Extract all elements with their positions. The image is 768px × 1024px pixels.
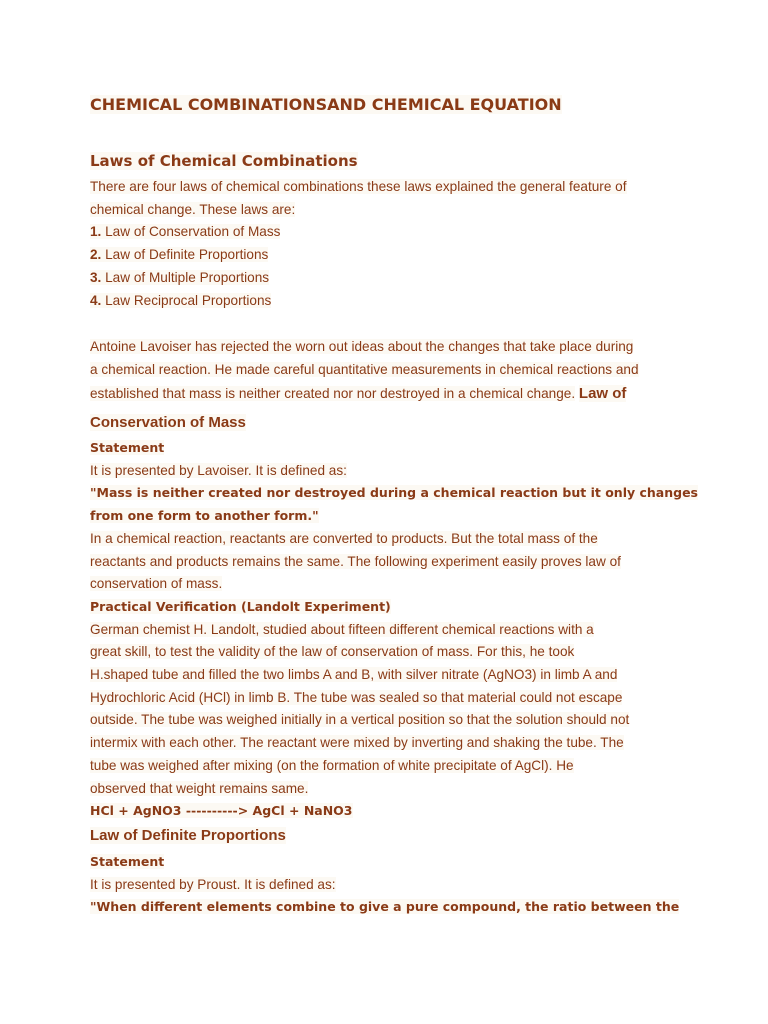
list-number: 2. bbox=[90, 247, 102, 263]
list-text: Law of Conservation of Mass bbox=[105, 224, 281, 240]
list-number: 3. bbox=[90, 269, 102, 285]
landolt-line: German chemist H. Landolt, studied about fifteen different chemical reactions with a bbox=[90, 621, 594, 637]
statement-label: Statement bbox=[90, 853, 165, 869]
landolt-line: outside. The tube was weighed initially in a vertical position so that the solution should not bbox=[90, 712, 630, 728]
list-text: Law of Definite Proportions bbox=[105, 247, 269, 263]
laws-list bbox=[90, 221, 690, 312]
conservation-heading-part-2: Conservation of Mass bbox=[90, 414, 246, 432]
laws-heading: Laws of Chemical Combinations bbox=[90, 152, 358, 170]
lavoisier-line-2: a chemical reaction. He made careful quantitative measurements in chemical reactions and bbox=[90, 361, 639, 377]
list-item bbox=[90, 221, 690, 244]
definite-quote-line-1: "When different elements combine to give a pure compound, the ratio between the bbox=[90, 899, 680, 915]
conservation-quote-line-1: "Mass is neither created nor destroyed during a chemical reaction but it only changes bbox=[90, 485, 698, 501]
landolt-line: H.shaped tube and filled the two limbs A and B, with silver nitrate (AgNO3) in limb A and bbox=[90, 667, 618, 683]
lavoisier-line-3: established that mass is neither created nor nor destroyed in a chemical change. bbox=[90, 386, 576, 402]
list-item bbox=[90, 290, 690, 313]
reaction-line-3: conservation of mass. bbox=[90, 576, 223, 592]
practical-heading: Practical Verification (Landolt Experiment) bbox=[90, 598, 391, 614]
landolt-line: great skill, to test the validity of the law of conservation of mass. For this, he took bbox=[90, 644, 575, 660]
lavoisier-line-1: Antoine Lavoiser has rejected the worn out ideas about the changes that take place during bbox=[90, 339, 634, 354]
presented-lavoiser: It is presented by Lavoiser. It is defined as: bbox=[90, 462, 347, 478]
definite-heading: Law of Definite Proportions bbox=[90, 826, 286, 844]
landolt-line: observed that weight remains same. bbox=[90, 780, 309, 796]
statement-label: Statement bbox=[90, 440, 165, 455]
document-title: CHEMICAL COMBINATIONSAND CHEMICAL EQUATION bbox=[90, 95, 562, 114]
landolt-line: Hydrochloric Acid (HCl) in limb B. The tube was sealed so that material could not escape bbox=[90, 689, 623, 705]
presented-proust: It is presented by Proust. It is defined as: bbox=[90, 876, 336, 892]
reaction-line-2: reactants and products remains the same. The following experiment easily proves law of bbox=[90, 553, 621, 569]
conservation-quote-line-2: from one form to another form." bbox=[90, 508, 319, 524]
list-text: Law of Multiple Proportions bbox=[105, 269, 270, 285]
landolt-line: intermix with each other. The reactant were mixed by inverting and shaking the tube. The bbox=[90, 735, 624, 751]
reaction-line-1: In a chemical reaction, reactants are converted to products. But the total mass of the bbox=[90, 530, 598, 546]
list-item bbox=[90, 267, 690, 290]
conservation-heading-part-1: Law of bbox=[578, 385, 627, 403]
landolt-line: tube was weighed after mixing (on the formation of white precipitate of AgCl). He bbox=[90, 757, 574, 773]
list-item bbox=[90, 244, 690, 267]
intro-line-1: There are four laws of chemical combinations these laws explained the general feature of bbox=[90, 179, 627, 194]
list-number: 1. bbox=[90, 224, 102, 240]
list-text: Law Reciprocal Proportions bbox=[105, 292, 272, 308]
chemical-equation: HCl + AgNO3 ----------> AgCl + NaNO3 bbox=[90, 803, 353, 819]
list-number: 4. bbox=[90, 292, 102, 308]
intro-line-2: chemical change. These laws are: bbox=[90, 201, 296, 217]
